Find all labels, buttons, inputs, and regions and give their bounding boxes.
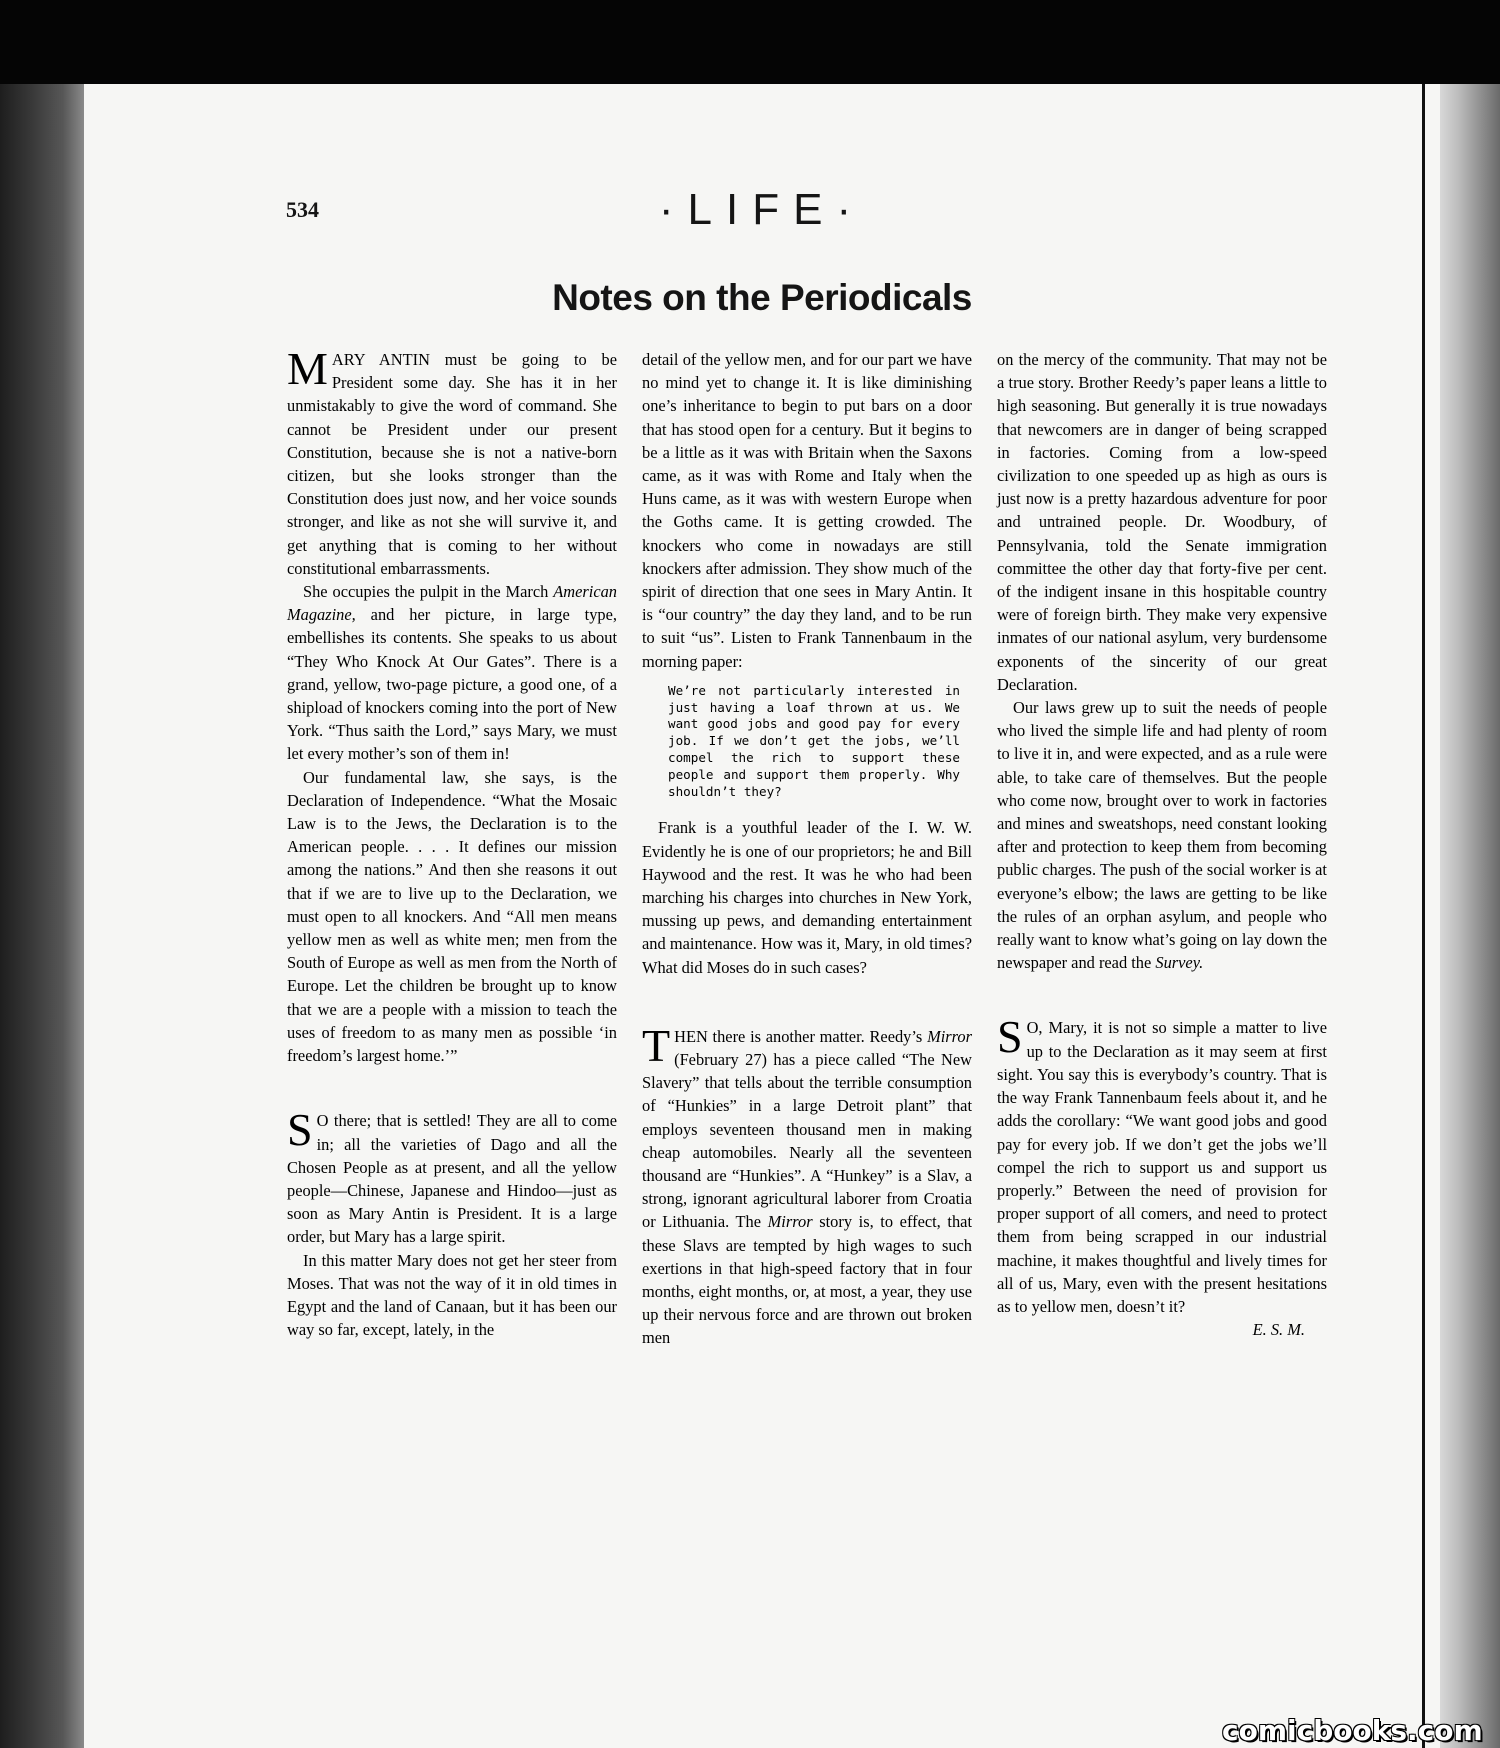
author-signature: E. S. M. [1252, 1320, 1305, 1340]
masthead: ·LIFE· [658, 185, 866, 234]
paragraph-text: ARY ANTIN must be going to be President some day. She has it in her unmistakably to give the word of command. She cannot be President under our present Constitution, because she is not a native-born citizen, but she looks stronger than the Constitution does just now, and her voice sounds stronger, and like as not she will survive it, and get anything that is coming to her without constitutional embarrassments. [287, 350, 617, 578]
italic-title: Mirror [767, 1212, 813, 1232]
paragraph-text: O, Mary, it is not so simple a matter to live up to the Declaration as it may seem at first sight. You say this is everybody’s country. That is the way Frank Tannenbaum feels about it, and he adds the corollary: “We want good jobs and good pay for every job. If we don’t get the jobs we’ll compel the rich to support us and support us properly.” Between the need of provision for proper support of all comers, and need to protect them from being scrapped in our industrial machine, it makes thoughtful and lively times for all of us, Mary, even with the present hesitations as to yellow men, doesn’t it? [997, 1018, 1327, 1316]
block-quote: We’re not particularly interested in just having a loaf thrown at us. We want good jobs and good pay for every job. If we don’t get the jobs, we’ll compel the rich to support these people and support them properly. Why shouldn’t they? [668, 682, 960, 799]
paragraph [287, 580, 617, 766]
paragraph-text: and her picture, in large type, embellishes its contents. She speaks to us about “They Who Knock At Our Gates”. There is a grand, yellow, two-page picture, a good one, of a shipload of knockers coming into the port of New York. “Thus saith the Lord,” says Mary, we must let every mother’s son of them in! [287, 605, 617, 764]
paragraph-text: (February 27) has a piece called “The New Slavery” that tells about the terrible consumption of “Hunkies” in a large Detroit plant” that employs seventeen thousand men in making cheap automobiles. Nearly all the seventeen thousand are “Hunkies”. A “Hunkey” is a Slav, a strong, ignorant agricultural laborer from Croatia or Lithuania. The [642, 1050, 972, 1232]
scan-top-border [0, 0, 1500, 84]
column-2 [642, 348, 972, 1350]
article-title: Notes on the Periodicals [552, 277, 972, 318]
paragraph [997, 696, 1327, 974]
scan-left-edge [0, 84, 84, 1748]
column-1 [287, 343, 617, 1341]
scan-right-edge [1440, 84, 1500, 1748]
paragraph-text: HEN there is another matter. Reedy’s [674, 1026, 928, 1046]
paragraph-text: story is, to effect, that these Slavs are tempted by high wages to such exertions in that high-speed factory that in four months, eight months, or, at most, a year, they use up their nervous force and are thrown out broken men [642, 1212, 972, 1348]
paragraph: detail of the yellow men, and for our part we have no mind yet to change it. It is like diminishing one’s inheritance to begin to put bars on a door that has stood open for a century. But it begins to be a little as it was with Britain when the Saxons came, as it was with Rome and Italy when the Huns came, as it was with western Europe when the Goths came. It is getting crowded. The knockers who come in nowadays are still knockers after admission. They show much of the spirit of direction that one sees in Mary Antin. It is “our country” the day they land, and to be run to suit “us”. Listen to Frank Tannenbaum in the morning paper: [642, 350, 972, 671]
paragraph: Our fundamental law, she says, is the Declaration of Independence. “What the Mosaic Law is to the Jews, the Declaration is to the American people. . . . It defines our mission among the nations.” And then she reasons it out that if we are to live up to the Declaration, we must open to all knockers. And “All men means yellow men as well as white men; men from the South of Europe as well as men from the North of Europe. Let the children be brought up to know that we are a people with a mission to teach the uses of freedom to as many men as possible ‘in freedom’s largest home.’” [287, 767, 617, 1066]
paragraph-text: O there; that is settled! They are all to come in; all the varieties of Dago and all the Chosen People as at present, and all the yellow people—Chinese, Japanese and Hindoo—just as soon as Mary Antin is President. It is a large order, but Mary has a large spirit. [287, 1111, 617, 1247]
watermark: comicbooks.com [1222, 1714, 1483, 1747]
italic-title: American Magazine, [287, 582, 617, 625]
drop-cap: T [642, 1019, 671, 1071]
paragraph: on the mercy of the community. That may not be a true story. Brother Reedy’s paper leans a little to high seasoning. But generally it is true nowadays that newcomers are in danger of being scrapped in factories. Coming from a low-speed civilization to one speeded up as high as ours is just now is a pretty hazardous adventure for poor and untrained people. Dr. Woodbury, of Pennsylvania, told the Senate immigration committee the other day that forty-five per cent. of the indigent insane in this hospitable country were of foreign birth. They make very expensive inmates of our national asylum, very burdensome exponents of the sincerity of our great Declaration. [997, 350, 1327, 694]
drop-cap: M [287, 343, 328, 394]
paragraph: In this matter Mary does not get her steer from Moses. That was not the way of it in old times in Egypt and the land of Canaan, but it has been our way so far, except, lately, in the [287, 1250, 617, 1340]
page-number: 534 [286, 197, 319, 222]
italic-title: Survey. [1155, 953, 1204, 973]
paragraph [287, 1104, 617, 1248]
paragraph-text: She occupies the pulpit in the March [303, 582, 554, 602]
paragraph: Frank is a youthful leader of the I. W. W. Evidently he is one of our proprietors; he and Bill Haywood and the rest. It was he who had been marching his charges into churches in New York, mussing up pews, and demanding entertainment and maintenance. How was it, Mary, in old times? What did Moses do in such cases? [642, 818, 972, 977]
paragraph-text: Our laws grew up to suit the needs of people who lived the simple life and had plenty of room to live it in, and were expected, and as a rule were able, to take care of themselves. But the people who come now, brought over to work in factories and mines and sweatshops, need constant looking after and protection to keep them from becoming public charges. The push of the social worker is at everyone’s elbow; the laws are getting to be like the rules of an orphan asylum, and people who really want to know what’s going on lay down the newspaper and read the [997, 698, 1327, 973]
drop-cap: S [287, 1104, 313, 1156]
paragraph [997, 1011, 1327, 1318]
italic-title: Mirror [927, 1026, 972, 1046]
page-gutter-rule [1422, 84, 1425, 1748]
column-3 [997, 348, 1327, 1341]
drop-cap: S [997, 1011, 1023, 1063]
paragraph [287, 343, 617, 580]
paragraph [642, 1019, 972, 1350]
